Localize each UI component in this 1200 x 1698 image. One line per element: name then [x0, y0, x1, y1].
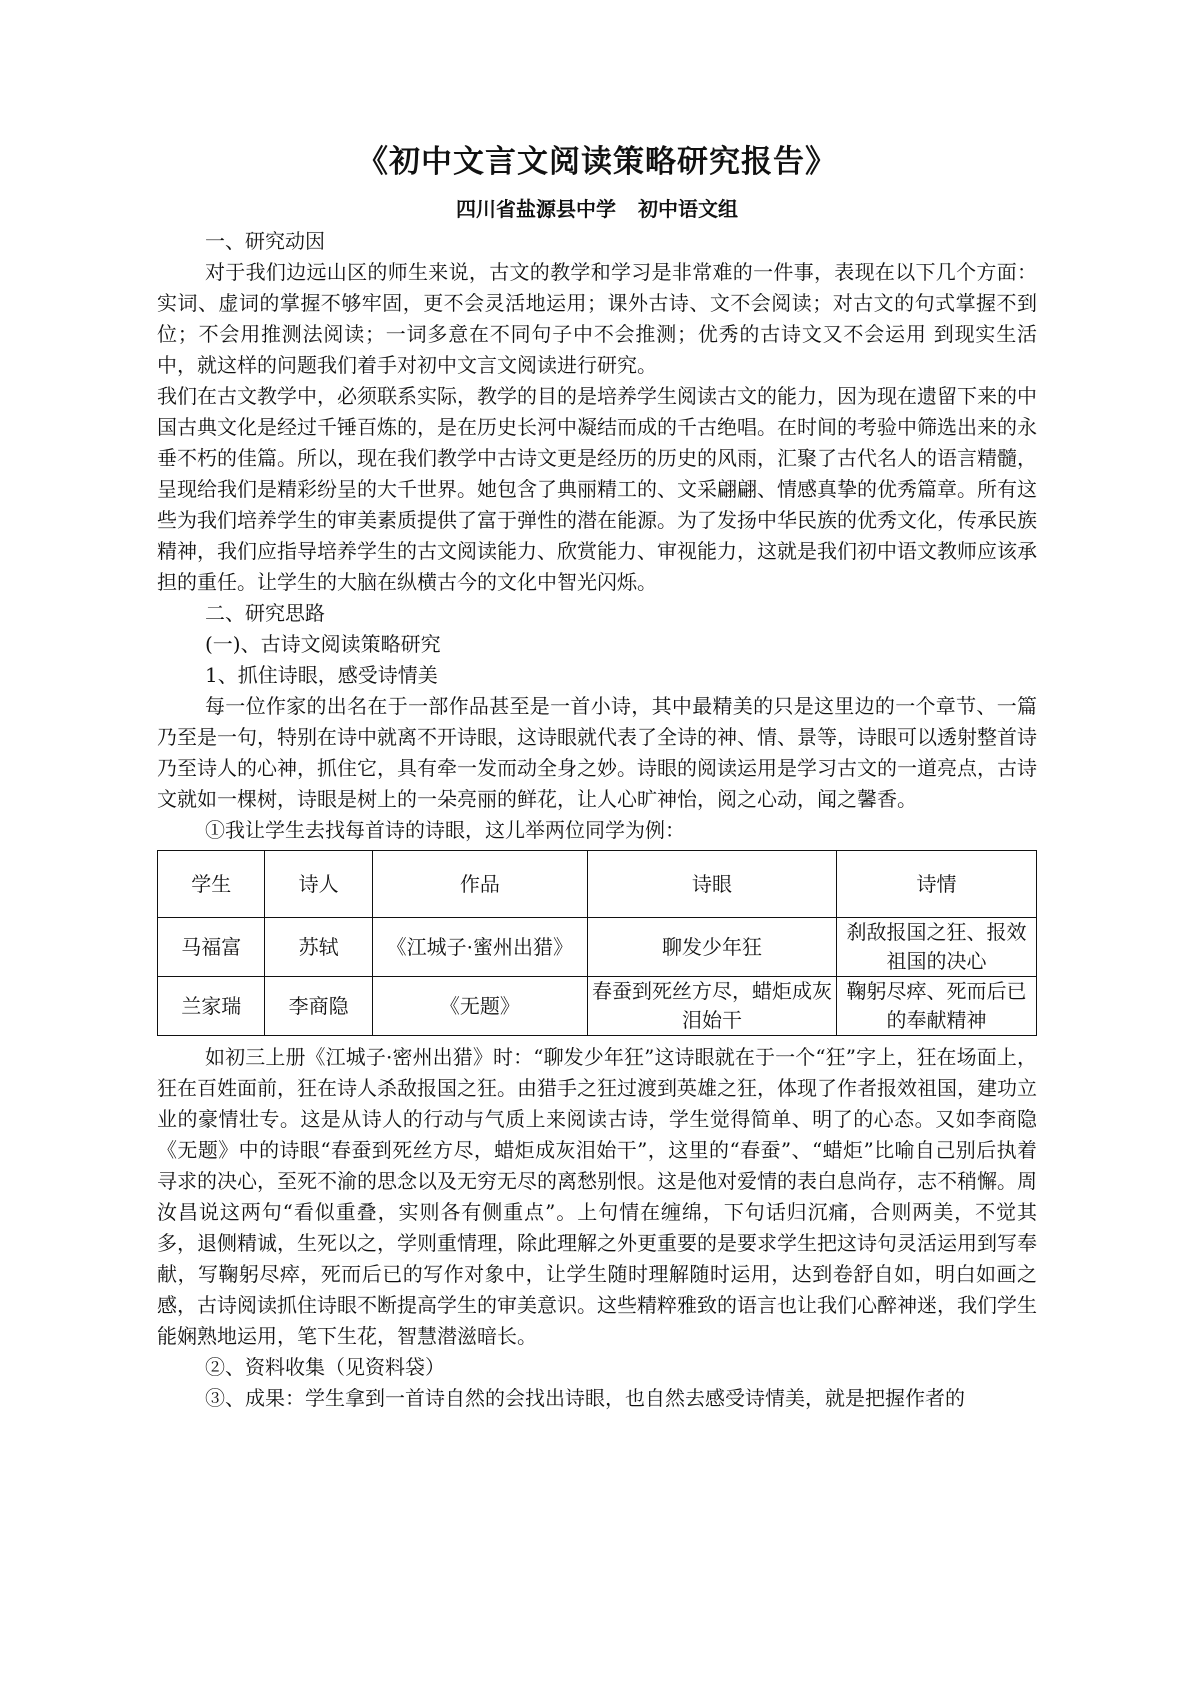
poem-table: [157, 850, 1037, 1036]
column-header-poet: 诗人: [265, 851, 372, 918]
group-name: 初中语文组: [638, 197, 738, 221]
section-heading-motivation: 一、研究动因: [205, 229, 325, 253]
table-cell: 李商隐: [265, 977, 372, 1036]
paragraph: 对于我们边远山区的师生来说，古文的教学和学习是非常难的一件事，表现在以下几个方面：实词、虚词的掌握不够牢固，更不会灵活地运用；课外古诗、文不会阅读；对古文的句式掌握不到位；不会用推测法阅读；一词多意在不同句子中不会推测；优秀的古诗文又不会运用 到现实生活中，就这样的问题我们着手对初中文言文阅读进行研究。: [157, 260, 1037, 377]
column-header-poem-sentiment: 诗情: [837, 851, 1037, 918]
table-cell: 《无题》: [372, 977, 587, 1036]
column-header-poem-eye: 诗眼: [587, 851, 836, 918]
table-cell: 刹敌报国之狂、报效祖国的决心: [837, 918, 1037, 977]
table-cell: 鞠躬尽瘁、死而后已的奉献精神: [837, 977, 1037, 1036]
table-row: [158, 977, 1037, 1036]
list-item: ②、资料收集（见资料袋）: [205, 1355, 445, 1379]
table-cell: 春蚕到死丝方尽，蜡炬成灰泪始干: [587, 977, 836, 1036]
paragraph: 每一位作家的出名在于一部作品甚至是一首小诗，其中最精美的只是这里边的一个章节、一篇乃至是一句，特别在诗中就离不开诗眼，这诗眼就代表了全诗的神、情、景等，诗眼可以透射整首诗乃至诗人的心神，抓住它，具有牵一发而动全身之妙。诗眼的阅读运用是学习古文的一道亮点，古诗文就如一棵树，诗眼是树上的一朵亮丽的鲜花，让人心旷神怡，阅之心动，闻之馨香。: [157, 694, 1037, 811]
list-item: ③、成果：学生拿到一首诗自然的会找出诗眼，也自然去感受诗情美，就是把握作者的: [205, 1386, 965, 1410]
table-cell: 苏轼: [265, 918, 372, 977]
paragraph: 我们在古文教学中，必须联系实际，教学的目的是培养学生阅读古文的能力，因为现在遗留下来的中国古典文化是经过千锤百炼的，是在历史长河中凝结而成的千古绝唱。在时间的考验中筛选出来的永垂不朽的佳篇。所以，现在我们教学中古诗文更是经历的历史的风雨，汇聚了古代名人的语言精髓，呈现给我们是精彩纷呈的大千世界。她包含了典丽精工的、文采翩翩、情感真挚的优秀篇章。所有这些为我们培养学生的审美素质提供了富于弹性的潜在能源。为了发扬中华民族的优秀文化，传承民族精神，我们应指导培养学生的古文阅读能力、欣赏能力、审视能力，这就是我们初中语文教师应该承担的重任。让学生的大脑在纵横古今的文化中智光闪烁。: [157, 384, 1037, 594]
column-header-work: 作品: [372, 851, 587, 918]
table-cell: 兰家瑞: [158, 977, 265, 1036]
subsection-heading: 1、抓住诗眼，感受诗情美: [205, 663, 438, 687]
table-row: [158, 918, 1037, 977]
school-name: 四川省盐源县中学: [456, 197, 616, 221]
paragraph: 如初三上册《江城子·密州出猎》时：“聊发少年狂”这诗眼就在于一个“狂”字上，狂在场面上，狂在百姓面前，狂在诗人杀敌报国之狂。由猎手之狂过渡到英雄之狂，体现了作者报效祖国，建功立业的豪情壮专。这是从诗人的行动与气质上来阅读古诗，学生觉得简单、明了的心态。又如李商隐《无题》中的诗眼“春蚕到死丝方尽，蜡炬成灰泪始干”，这里的“春蚕”、“蜡炬”比喻自己别后执着寻求的决心，至死不渝的思念以及无穷无尽的离愁别恨。这是他对爱情的表白息尚存，志不稍懈。周汝昌说这两句“看似重叠，实则各有侧重点”。上句情在缠绵，下句话归沉痛，合则两美，不觉其多，退侧精诚，生死以之，学则重情理，除此理解之外更重要的是要求学生把这诗句灵活运用到写奉献，写鞠躬尽瘁，死而后已的写作对象中，让学生随时理解随时运用，达到卷舒自如，明白如画之感，古诗阅读抓住诗眼不断提高学生的审美意识。这些精粹雅致的语言也让我们心醉神迷，我们学生能娴熟地运用，笔下生花，智慧潜滋暗长。: [157, 1045, 1037, 1348]
table-cell: 《江城子·蜜州出猎》: [372, 918, 587, 977]
table-header-row: [158, 851, 1037, 918]
subsection-heading: (一)、古诗文阅读策略研究: [205, 632, 441, 656]
document-page: [157, 140, 1037, 1414]
section-heading-approach: 二、研究思路: [205, 601, 325, 625]
table-cell: 聊发少年狂: [587, 918, 836, 977]
document-subtitle: [157, 194, 1037, 224]
document-title: 《初中文言文阅读策略研究报告》: [357, 144, 837, 180]
paragraph: ①我让学生去找每首诗的诗眼，这儿举两位同学为例：: [205, 818, 685, 842]
column-header-student: 学生: [158, 851, 265, 918]
table-cell: 马福富: [158, 918, 265, 977]
